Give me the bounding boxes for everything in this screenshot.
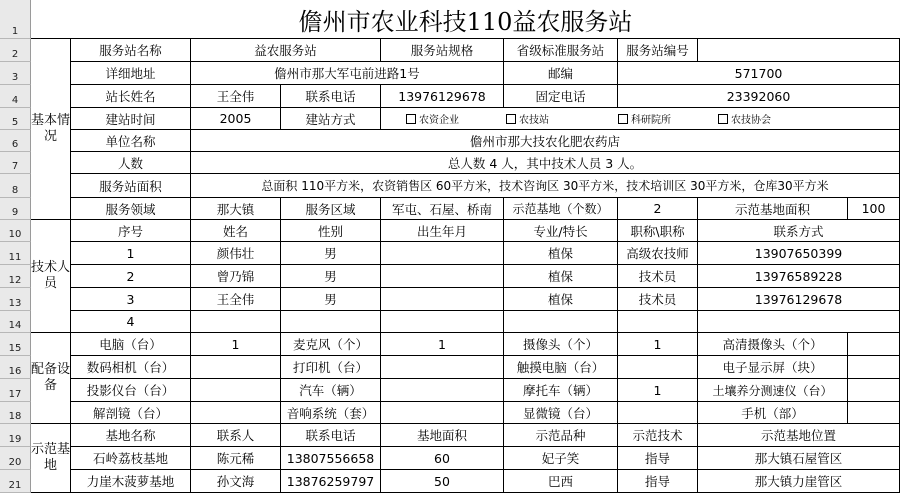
method-option-3[interactable]: 科研院所 (618, 111, 671, 126)
demo-area-value[interactable]: 100 (848, 198, 900, 220)
row-header-15[interactable]: 15 (0, 333, 31, 356)
station-spec-value[interactable]: 省级标准服务站 (504, 39, 618, 62)
tech-title[interactable]: 高级农技师 (618, 242, 698, 265)
demo-area[interactable]: 60 (381, 447, 504, 470)
tech-no[interactable]: 4 (71, 311, 191, 333)
equip-count[interactable] (381, 402, 504, 424)
tech-no[interactable]: 3 (71, 288, 191, 311)
manager-label[interactable]: 站长姓名 (71, 85, 191, 108)
equip-count[interactable] (848, 356, 900, 379)
row-header-3[interactable]: 3 (0, 62, 31, 85)
demo-variety[interactable]: 妃子笑 (504, 447, 618, 470)
equip-count[interactable] (191, 402, 281, 424)
row-header-5[interactable]: 5 (0, 108, 31, 130)
method-label[interactable]: 建站方式 (281, 108, 381, 130)
equip-item[interactable]: 音响系统（套） (281, 402, 381, 424)
row-header-1[interactable]: 1 (0, 0, 31, 39)
postcode-value[interactable]: 571700 (618, 62, 900, 85)
equip-item[interactable]: 高清摄像头（个） (698, 333, 848, 356)
tech-birth[interactable] (381, 288, 504, 311)
equip-item[interactable]: 手机（部） (698, 402, 848, 424)
equip-count[interactable]: 1 (381, 333, 504, 356)
equip-count[interactable] (191, 356, 281, 379)
tech-major[interactable]: 植保 (504, 265, 618, 288)
row-header-2[interactable]: 2 (0, 39, 31, 62)
tech-major[interactable] (504, 311, 618, 333)
address-label[interactable]: 详细地址 (71, 62, 191, 85)
equip-item[interactable]: 电脑（台） (71, 333, 191, 356)
tech-birth[interactable] (381, 311, 504, 333)
equip-count[interactable] (848, 333, 900, 356)
equip-count[interactable] (618, 402, 698, 424)
tech-birth[interactable] (381, 242, 504, 265)
area-value[interactable]: 总面积 110平方米，农资销售区 60平方米，技术咨询区 30平方米，技术培训区 30平方米，仓库30平方米 (191, 174, 900, 198)
equip-item[interactable]: 数码相机（台） (71, 356, 191, 379)
equip-item[interactable]: 解剖镜（台） (71, 402, 191, 424)
station-name-label[interactable]: 服务站名称 (71, 39, 191, 62)
checkbox-icon (506, 114, 516, 124)
demo-header-area[interactable]: 基地面积 (381, 424, 504, 447)
demo-tech[interactable]: 指导 (618, 470, 698, 493)
tech-contact[interactable]: 13976589228 (698, 265, 900, 288)
demo-header-location[interactable]: 示范基地位置 (698, 424, 900, 447)
station-code-label[interactable]: 服务站编号 (618, 39, 698, 62)
demo-location[interactable]: 那大镇力崖管区 (698, 470, 900, 493)
station-spec-label[interactable]: 服务站规格 (381, 39, 504, 62)
group-equipment[interactable]: 配备设备 (31, 333, 71, 424)
unit-label[interactable]: 单位名称 (71, 130, 191, 152)
method-option-1[interactable]: 农资企业 (406, 111, 459, 126)
demo-count-label[interactable]: 示范基地（个数） (504, 198, 618, 220)
year-label[interactable]: 建站时间 (71, 108, 191, 130)
tech-no[interactable]: 2 (71, 265, 191, 288)
tech-name[interactable]: 颜伟壮 (191, 242, 281, 265)
demo-header-contact[interactable]: 联系人 (191, 424, 281, 447)
field-value[interactable]: 那大镇 (191, 198, 281, 220)
tech-name[interactable]: 曾乃锦 (191, 265, 281, 288)
sheet-title[interactable]: 儋州市农业科技110益农服务站 (31, 0, 900, 39)
row-header-7[interactable]: 7 (0, 152, 31, 174)
method-options (381, 108, 900, 130)
row-header-17[interactable]: 17 (0, 379, 31, 402)
staff-value[interactable]: 总人数 4 人，其中技术人员 3 人。 (191, 152, 900, 174)
equip-item[interactable]: 摄像头（个） (504, 333, 618, 356)
region-label[interactable]: 服务区域 (281, 198, 381, 220)
equip-item[interactable]: 土壤养分测速仪（台） (698, 379, 848, 402)
staff-label[interactable]: 人数 (71, 152, 191, 174)
year-value[interactable]: 2005 (191, 108, 281, 130)
checkbox-icon (618, 114, 628, 124)
address-value[interactable]: 儋州市那大军屯前进路1号 (191, 62, 504, 85)
demo-area[interactable]: 50 (381, 470, 504, 493)
equip-count[interactable] (618, 356, 698, 379)
tech-header-gender[interactable]: 性别 (281, 220, 381, 242)
equip-item[interactable]: 触摸电脑（台） (504, 356, 618, 379)
row-header-21[interactable]: 21 (0, 470, 31, 493)
demo-phone[interactable]: 13807556658 (281, 447, 381, 470)
method-option-4[interactable]: 农技协会 (718, 111, 771, 126)
method-option-2[interactable]: 农技站 (506, 111, 549, 126)
phone-label[interactable]: 联系电话 (281, 85, 381, 108)
region-value[interactable]: 军屯、石屋、桥南 (381, 198, 504, 220)
tech-title[interactable]: 技术员 (618, 265, 698, 288)
equip-count[interactable] (381, 356, 504, 379)
row-header-14[interactable]: 14 (0, 311, 31, 333)
area-label[interactable]: 服务站面积 (71, 174, 191, 198)
row-header-16[interactable]: 16 (0, 356, 31, 379)
demo-contact[interactable]: 陈元稀 (191, 447, 281, 470)
demo-base-name[interactable]: 力崖木菠萝基地 (71, 470, 191, 493)
demo-variety[interactable]: 巴西 (504, 470, 618, 493)
demo-contact[interactable]: 孙文海 (191, 470, 281, 493)
equip-count[interactable] (191, 379, 281, 402)
tech-major[interactable]: 植保 (504, 288, 618, 311)
demo-tech[interactable]: 指导 (618, 447, 698, 470)
demo-count-value[interactable]: 2 (618, 198, 698, 220)
demo-header-variety[interactable]: 示范品种 (504, 424, 618, 447)
equip-count[interactable]: 1 (191, 333, 281, 356)
row-header-8[interactable]: 8 (0, 174, 31, 198)
checkbox-icon (406, 114, 416, 124)
group-demo-base[interactable]: 示范基地 (31, 424, 71, 493)
equip-item[interactable]: 电子显示屏（块） (698, 356, 848, 379)
tech-contact[interactable] (698, 311, 900, 333)
tech-header-title[interactable]: 职称\职称 (618, 220, 698, 242)
tech-gender[interactable]: 男 (281, 288, 381, 311)
manager-value[interactable]: 王全伟 (191, 85, 281, 108)
equip-item[interactable]: 摩托车（辆） (504, 379, 618, 402)
demo-header-base[interactable]: 基地名称 (71, 424, 191, 447)
unit-value[interactable]: 儋州市那大技农化肥农药店 (191, 130, 900, 152)
tech-gender[interactable]: 男 (281, 265, 381, 288)
tech-no[interactable]: 1 (71, 242, 191, 265)
row-header-12[interactable]: 12 (0, 265, 31, 288)
tech-header-name[interactable]: 姓名 (191, 220, 281, 242)
station-code-value[interactable] (698, 39, 900, 62)
row-header-4[interactable]: 4 (0, 85, 31, 108)
equip-count[interactable] (848, 379, 900, 402)
equip-count[interactable]: 1 (618, 333, 698, 356)
group-basic-info[interactable]: 基本情况 (31, 39, 71, 220)
equip-item[interactable]: 麦克风（个） (281, 333, 381, 356)
row-header-13[interactable]: 13 (0, 288, 31, 311)
equip-count[interactable] (848, 402, 900, 424)
phone-value[interactable]: 13976129678 (381, 85, 504, 108)
demo-phone[interactable]: 13876259797 (281, 470, 381, 493)
tech-header-birth[interactable]: 出生年月 (381, 220, 504, 242)
row-header-9[interactable]: 9 (0, 198, 31, 220)
tech-title[interactable] (618, 311, 698, 333)
equip-item[interactable]: 显微镜（台） (504, 402, 618, 424)
landline-value[interactable]: 23392060 (618, 85, 900, 108)
tech-contact[interactable]: 13976129678 (698, 288, 900, 311)
landline-label[interactable]: 固定电话 (504, 85, 618, 108)
demo-location[interactable]: 那大镇石屋管区 (698, 447, 900, 470)
tech-gender[interactable]: 男 (281, 242, 381, 265)
tech-name[interactable] (191, 311, 281, 333)
row-header-6[interactable]: 6 (0, 130, 31, 152)
checkbox-icon (718, 114, 728, 124)
demo-area-label[interactable]: 示范基地面积 (698, 198, 848, 220)
tech-contact[interactable]: 13907650399 (698, 242, 900, 265)
tech-header-contact[interactable]: 联系方式 (698, 220, 900, 242)
row-header-11[interactable]: 11 (0, 242, 31, 265)
equip-item[interactable]: 汽车（辆） (281, 379, 381, 402)
equip-count[interactable] (381, 379, 504, 402)
tech-major[interactable]: 植保 (504, 242, 618, 265)
row-header-18[interactable]: 18 (0, 402, 31, 424)
tech-header-major[interactable]: 专业/特长 (504, 220, 618, 242)
equip-count[interactable]: 1 (618, 379, 698, 402)
demo-base-name[interactable]: 石岭荔枝基地 (71, 447, 191, 470)
field-label[interactable]: 服务领域 (71, 198, 191, 220)
tech-gender[interactable] (281, 311, 381, 333)
equip-item[interactable]: 打印机（台） (281, 356, 381, 379)
row-header-20[interactable]: 20 (0, 447, 31, 470)
tech-birth[interactable] (381, 265, 504, 288)
row-header-19[interactable]: 19 (0, 424, 31, 447)
tech-title[interactable]: 技术员 (618, 288, 698, 311)
tech-header-no[interactable]: 序号 (71, 220, 191, 242)
row-header-10[interactable]: 10 (0, 220, 31, 242)
group-tech-staff[interactable]: 技术人员 (31, 220, 71, 333)
demo-header-tech[interactable]: 示范技术 (618, 424, 698, 447)
demo-header-phone[interactable]: 联系电话 (281, 424, 381, 447)
tech-name[interactable]: 王全伟 (191, 288, 281, 311)
station-name-value[interactable]: 益农服务站 (191, 39, 381, 62)
equip-item[interactable]: 投影仪台（台） (71, 379, 191, 402)
postcode-label[interactable]: 邮编 (504, 62, 618, 85)
